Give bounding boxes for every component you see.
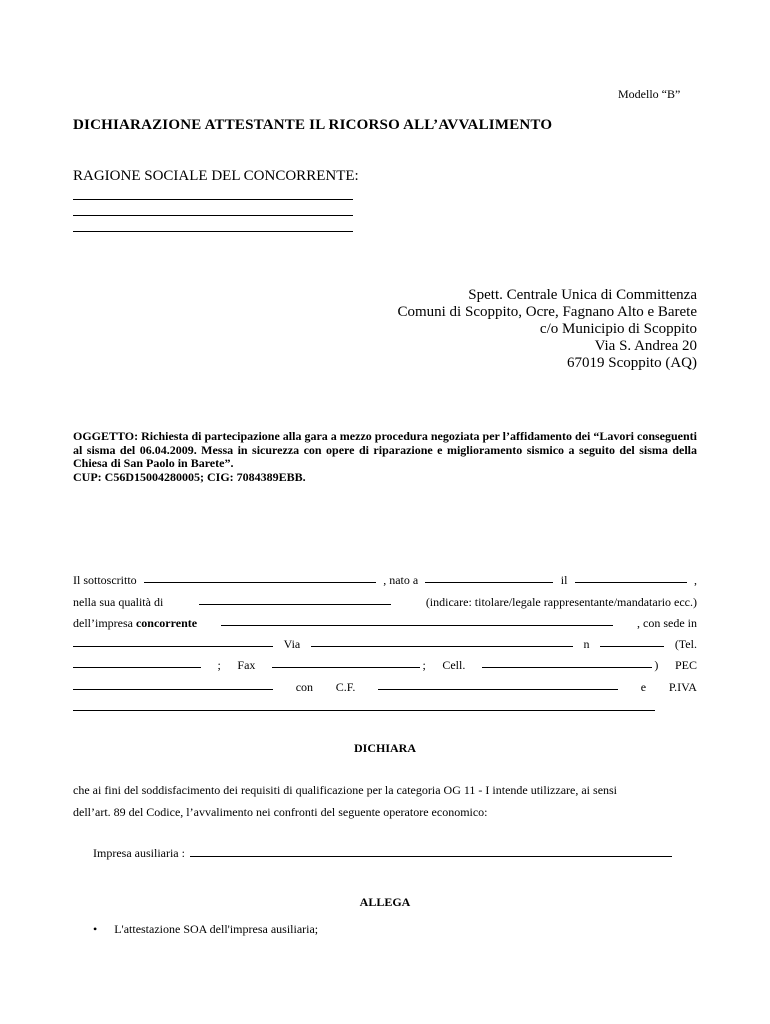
- bullet-icon: •: [93, 922, 98, 936]
- company-field[interactable]: [221, 616, 613, 626]
- pec-label: PEC: [674, 658, 697, 672]
- subject-text: OGGETTO: Richiesta di partecipazione alla gara a mezzo procedura negoziata per l’affidamento dei “Lavori conseguenti al sisma del 06.04.2009. Messa in sicurezza con opere di riparazione e miglioramento sismico a seguito del sisma della Chiesa di San Paolo in Barete”.: [73, 429, 697, 470]
- sottoscritto-label: Il sottoscritto: [73, 573, 137, 587]
- date-label: il: [560, 573, 568, 587]
- company-name-line-1[interactable]: [73, 199, 353, 200]
- birthdate-field[interactable]: [575, 573, 687, 583]
- role-field[interactable]: [199, 595, 391, 605]
- comma-label: ,: [693, 573, 697, 587]
- company-name-label: RAGIONE SOCIALE DEL CONCORRENTE:: [73, 168, 359, 184]
- declares-heading: DICHIARA: [353, 741, 416, 755]
- company-label: dell’impresa: [73, 616, 133, 630]
- born-in-label: , nato a: [383, 573, 419, 587]
- form-row-sede: [73, 637, 697, 652]
- with-label: con: [295, 680, 314, 694]
- birthplace-field[interactable]: [425, 573, 553, 583]
- auxiliary-company-label: Impresa ausiliaria :: [93, 846, 185, 860]
- cf-label: C.F.: [335, 680, 356, 694]
- fax-label: Fax: [237, 658, 256, 672]
- paren-label: ): [654, 658, 659, 672]
- role-hint: (indicare: titolare/legale rappresentante/mandatario ecc.): [425, 595, 697, 609]
- number-label: n: [583, 637, 590, 651]
- attachment-item: [93, 922, 318, 937]
- name-field[interactable]: [144, 573, 376, 583]
- vat-label: P.IVA: [668, 680, 697, 694]
- company-name-line-2[interactable]: [73, 215, 353, 216]
- auxiliary-company-field[interactable]: [190, 847, 672, 857]
- seat-label: , con sede in: [637, 616, 697, 630]
- form-row-contatti: [73, 658, 697, 673]
- document-title: DICHIARAZIONE ATTESTANTE IL RICORSO ALL’AVVALIMENTO: [73, 117, 553, 133]
- form-row-qualita: [73, 595, 697, 610]
- recipient-line: Comuni di Scoppito, Ocre, Fagnano Alto e Barete: [397, 304, 697, 320]
- and-label: e: [640, 680, 647, 694]
- phone-field[interactable]: [73, 658, 201, 668]
- recipient-line: Spett. Centrale Unica di Committenza: [468, 287, 697, 303]
- fax-field[interactable]: [272, 658, 420, 668]
- declaration-line-1: che ai fini del soddisfacimento dei requisiti di qualificazione per la categoria OG 11 - I intende utilizzare, ai sensi: [73, 783, 618, 797]
- street-label: Via: [283, 637, 301, 651]
- competitor-label: concorrente: [135, 616, 198, 630]
- role-label: nella sua qualità di: [73, 595, 164, 609]
- form-row-impresa: [73, 616, 697, 631]
- declaration-line-2: dell’art. 89 del Codice, l’avvalimento nei confronti del seguente operatore economico:: [73, 805, 488, 819]
- recipient-line: 67019 Scoppito (AQ): [567, 355, 697, 371]
- recipient-address: [397, 287, 697, 372]
- cf-field[interactable]: [378, 680, 618, 690]
- city-field[interactable]: [73, 637, 273, 647]
- cell-field[interactable]: [482, 658, 652, 668]
- attachment-item-text: L'attestazione SOA dell'impresa ausiliaria;: [114, 922, 319, 936]
- attaches-heading: ALLEGA: [359, 895, 411, 909]
- semicolon-label: ;: [217, 658, 221, 672]
- recipient-line: c/o Municipio di Scoppito: [539, 321, 697, 337]
- phone-label: (Tel.: [674, 637, 697, 651]
- pec-field[interactable]: [73, 680, 273, 690]
- company-name-line-3[interactable]: [73, 231, 353, 232]
- auxiliary-company-row: [93, 846, 672, 861]
- subject-block: [73, 430, 697, 484]
- model-label: Modello “B”: [618, 87, 681, 101]
- cell-label: Cell.: [442, 658, 466, 672]
- semicolon-label: ;: [422, 658, 426, 672]
- street-field[interactable]: [311, 637, 573, 647]
- recipient-line: Via S. Andrea 20: [594, 338, 697, 354]
- form-row-sottoscritto: [73, 573, 697, 588]
- vat-field[interactable]: [73, 701, 655, 711]
- subject-codes: CUP: C56D15004280005; CIG: 7084389EBB.: [73, 469, 306, 484]
- form-row-cf: [73, 680, 697, 695]
- street-number-field[interactable]: [600, 637, 664, 647]
